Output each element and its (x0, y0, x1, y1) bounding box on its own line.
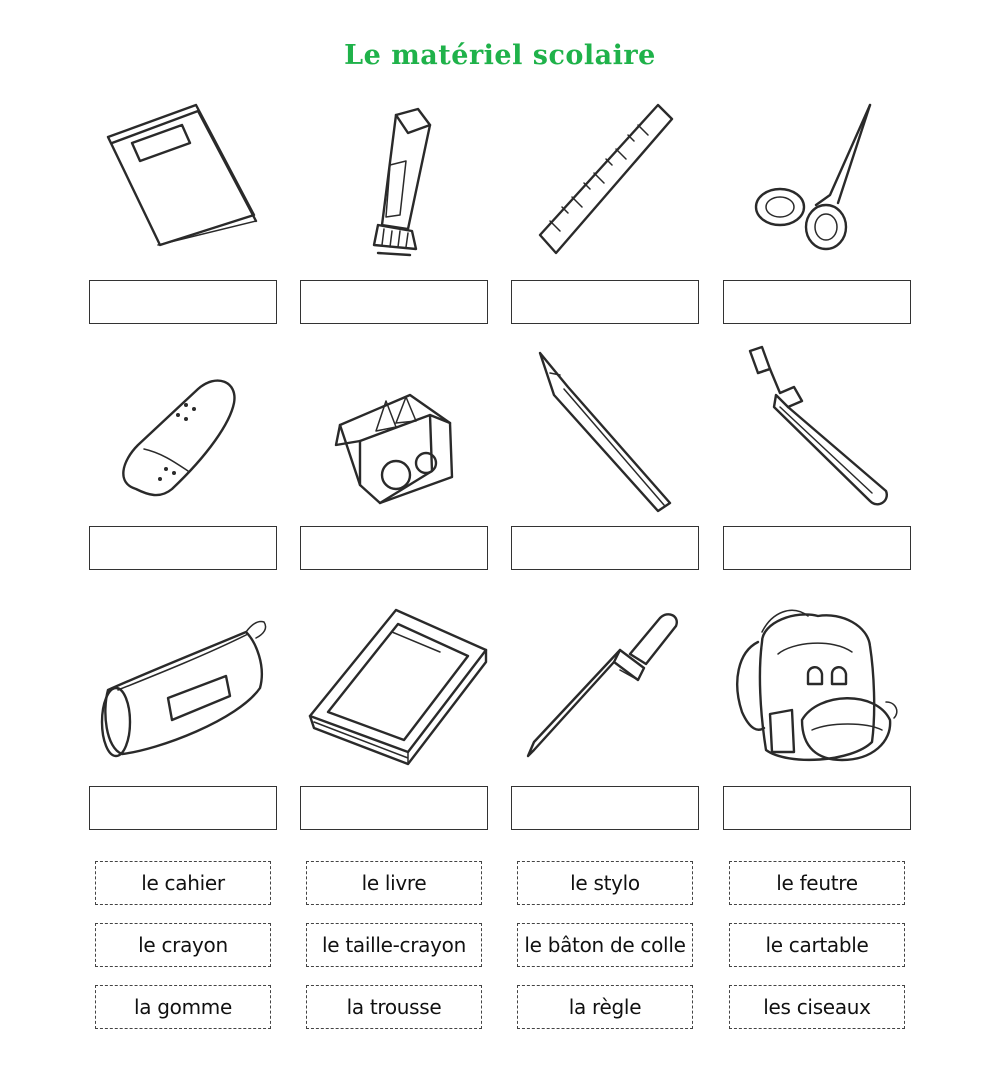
answer-box[interactable] (89, 786, 277, 830)
pencil-case-illustration (88, 602, 278, 772)
word-tile[interactable]: le cartable (729, 923, 905, 967)
answer-box[interactable] (300, 280, 488, 324)
word-tile[interactable]: le taille-crayon (306, 923, 482, 967)
worksheet-title: Le matériel scolaire (344, 40, 656, 71)
word-tile[interactable]: le livre (306, 861, 482, 905)
backpack-illustration (722, 602, 912, 772)
answer-box[interactable] (300, 786, 488, 830)
word-tile[interactable]: le feutre (729, 861, 905, 905)
answer-box[interactable] (723, 280, 911, 324)
pencil-illustration (510, 345, 700, 515)
pen-illustration (510, 602, 700, 772)
word-tile[interactable]: les ciseaux (729, 985, 905, 1029)
answer-box[interactable] (723, 786, 911, 830)
ruler-illustration (510, 95, 700, 265)
word-tile[interactable]: la gomme (95, 985, 271, 1029)
answer-box[interactable] (300, 526, 488, 570)
answer-box[interactable] (723, 526, 911, 570)
scissors-illustration (722, 95, 912, 265)
answer-box[interactable] (511, 526, 699, 570)
notebook-illustration (88, 95, 278, 265)
answer-box[interactable] (89, 526, 277, 570)
glue-stick-illustration (300, 95, 490, 265)
answer-box[interactable] (511, 786, 699, 830)
eraser-illustration (88, 345, 278, 515)
word-tile[interactable]: la règle (517, 985, 693, 1029)
word-tile[interactable]: le bâton de colle (517, 923, 693, 967)
word-tile[interactable]: le stylo (517, 861, 693, 905)
word-tile[interactable]: la trousse (306, 985, 482, 1029)
answer-box[interactable] (511, 280, 699, 324)
marker-illustration (722, 345, 912, 515)
word-tile[interactable]: le crayon (95, 923, 271, 967)
answer-box[interactable] (89, 280, 277, 324)
word-tile[interactable]: le cahier (95, 861, 271, 905)
book-illustration (300, 602, 490, 772)
sharpener-illustration (300, 345, 490, 515)
